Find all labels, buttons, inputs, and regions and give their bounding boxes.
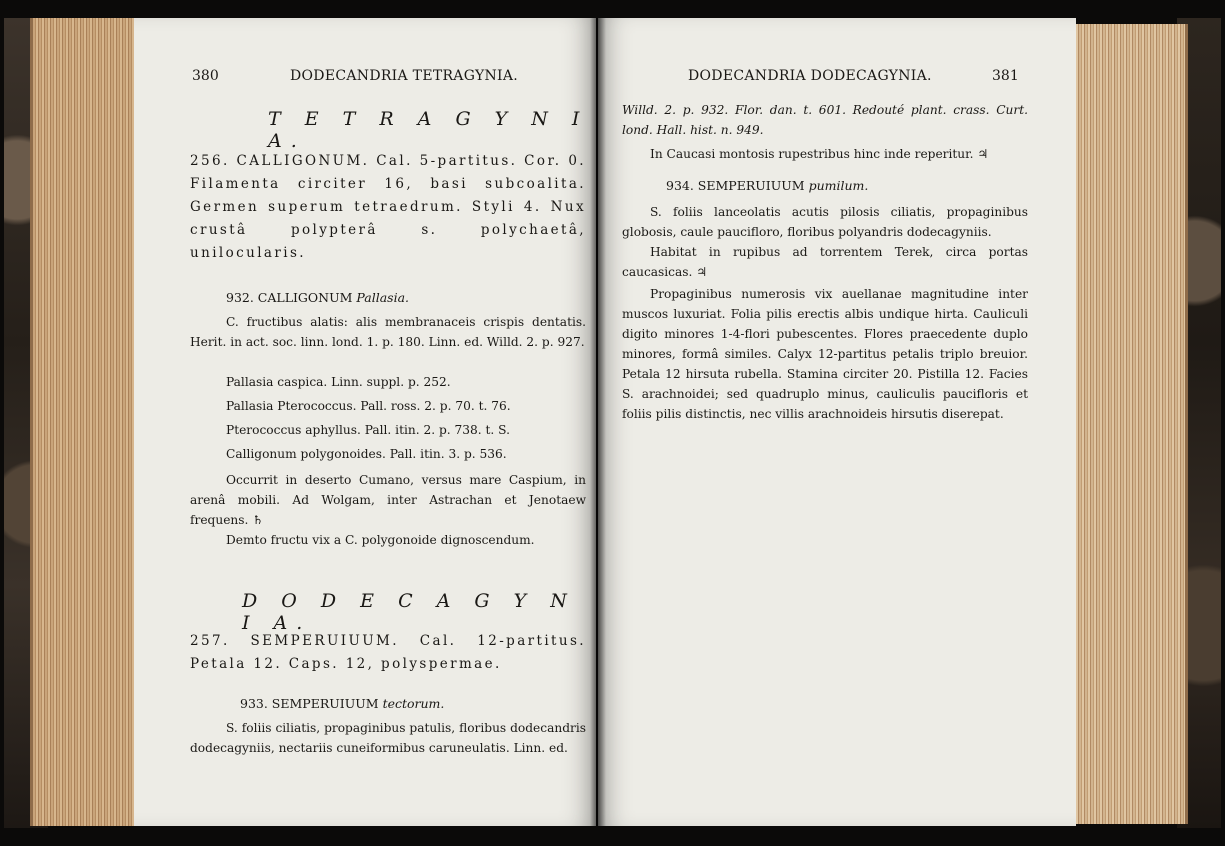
species-933-number-genus: 933. SEMPERUIUUM bbox=[240, 696, 383, 711]
left-running-head: DODECANDRIA TETRAGYNIA. bbox=[290, 68, 519, 84]
genus-256-description: 256. CALLIGONUM. Cal. 5-partitus. Cor. 0. Filamenta circiter 16, basi subcoalita. Germen superum tetraedrum. Styli 4. Nux crustâ polypterâ s. polychaetâ, unilocularis. bbox=[190, 153, 586, 261]
genus-257-description: 257. SEMPERUIUUM. Cal. 12-partitus. Petala 12. Caps. 12, polyspermae. bbox=[190, 633, 586, 672]
left-page bbox=[134, 18, 596, 826]
species-932-epithet: Pallasia. bbox=[356, 290, 410, 305]
species-934-epithet: pumilum. bbox=[808, 178, 869, 193]
right-running-head: DODECANDRIA DODECAGYNIA. bbox=[688, 68, 932, 84]
right-page-number: 381 bbox=[992, 68, 1019, 84]
habitat-932: Occurrit in deserto Cumano, versus mare Caspium, in arenâ mobili. Ad Wolgam, inter Astrachan et Jenotaew frequens. ♄ bbox=[190, 473, 586, 527]
species-932-diagnosis: C. fructibus alatis: alis membranaceis crispis dentatis. Herit. in act. soc. linn. lond. 1. p. 180. Linn. ed. Willd. 2. p. 927. bbox=[190, 315, 586, 349]
section-title-tetragynia: T E T R A G Y N I A. bbox=[268, 108, 589, 152]
species-932-heading bbox=[226, 288, 586, 308]
species-933-references: Willd. 2. p. 932. Flor. dan. t. 601. Redouté plant. crass. Curt. lond. Hall. hist. n. 949. bbox=[622, 103, 1028, 137]
section-title-dodecagynia: D O D E C A G Y N I A. bbox=[242, 590, 576, 634]
right-page-edges bbox=[1073, 24, 1188, 824]
spine-gutter-shadow bbox=[590, 18, 606, 826]
habitat-933: In Caucasi montosis rupestribus hinc inde reperitur. ♃ bbox=[650, 147, 989, 161]
species-932-number-genus: 932. CALLIGONUM bbox=[226, 290, 357, 305]
right-page bbox=[598, 18, 1076, 826]
habitat-934: Habitat in rupibus ad torrentem Terek, circa portas caucasicas. ♃ bbox=[622, 245, 1028, 279]
species-934-number-genus: 934. SEMPERUIUUM bbox=[666, 178, 809, 193]
species-933-heading bbox=[240, 694, 586, 714]
synonym-4: Calligonum polygonoides. Pall. itin. 3. p. 536. bbox=[226, 447, 507, 461]
species-934-diagnosis: S. foliis lanceolatis acutis pilosis ciliatis, propaginibus globosis, caule paucifloro, floribus polyandris dodecagyniis. bbox=[622, 205, 1028, 239]
species-933-epithet: tectorum. bbox=[382, 696, 445, 711]
note-932: Demto fructu vix a C. polygonoide dignoscendum. bbox=[226, 533, 535, 547]
species-934-description: Propaginibus numerosis vix auellanae magnitudine inter muscos luxuriat. Folia pilis erectis albis undique hirta. Cauliculi digito minores 1-4-flori pubescentes. Flores praecedente duplo minores, formâ similes. Calyx 12-partitus petalis triplo breuior. Petala 12 hirsuta rubella. Stamina circiter 20. Pistilla 12. Facies S. arachnoidei; sed quadruplo minus, cauliculis paucifloris et foliis pilis distinctis, nec villis arachnoideis hirsutis diserepat. bbox=[622, 287, 1028, 421]
left-page-number: 380 bbox=[192, 68, 219, 84]
species-933-diagnosis: S. foliis ciliatis, propaginibus patulis, floribus dodecandris dodecagyniis, nectariis cuneiformibus caruneulatis. Linn. ed. bbox=[190, 721, 586, 755]
species-934-heading bbox=[666, 176, 1028, 196]
synonym-3: Pterococcus aphyllus. Pall. itin. 2. p. 738. t. S. bbox=[226, 423, 510, 437]
left-page-edges bbox=[30, 18, 143, 826]
synonym-1: Pallasia caspica. Linn. suppl. p. 252. bbox=[226, 375, 451, 389]
synonym-2: Pallasia Pterococcus. Pall. ross. 2. p. 70. t. 76. bbox=[226, 399, 511, 413]
